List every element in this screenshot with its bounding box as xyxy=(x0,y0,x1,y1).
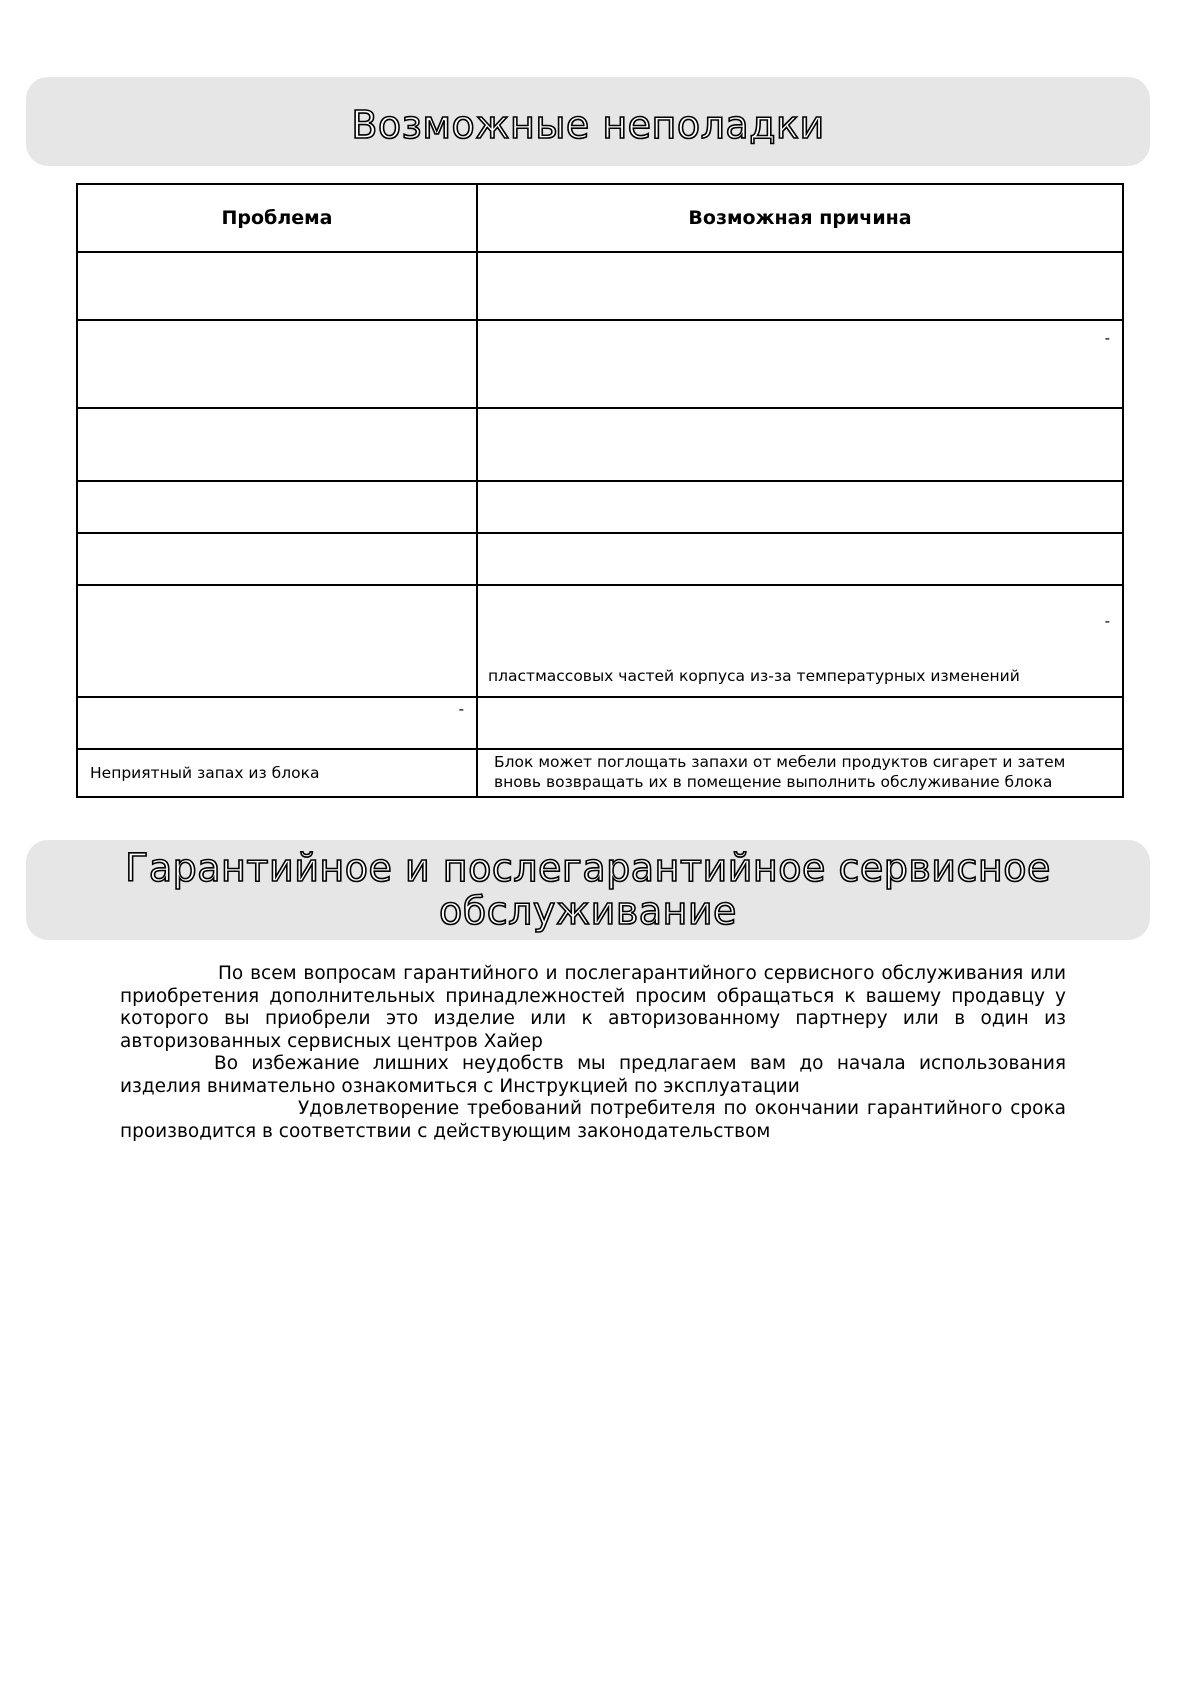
cause-cell xyxy=(477,533,1123,585)
service-title-banner xyxy=(26,840,1150,940)
problem-cell xyxy=(77,408,477,481)
header-problem: Проблема xyxy=(77,184,477,252)
troubleshooting-title: Возможные неполадки xyxy=(351,103,825,147)
cause-cell xyxy=(477,585,1123,697)
hyphen-mark: - xyxy=(458,700,464,718)
troubleshooting-title-banner xyxy=(26,77,1150,166)
problem-cell xyxy=(77,320,477,408)
service-title-line2: обслуживание xyxy=(439,889,737,933)
hyphen-mark: - xyxy=(1104,612,1110,630)
table-row xyxy=(77,697,1123,749)
cause-cell xyxy=(477,697,1123,749)
service-paragraph: Удовлетворение требований потребителя по окончании гарантийного срока производится в соответствии с действующим законодательством xyxy=(120,1098,1066,1142)
service-body xyxy=(120,963,1066,1143)
table-row xyxy=(77,320,1123,408)
cause-cell xyxy=(477,320,1123,408)
table-header-row xyxy=(77,184,1123,252)
table-row xyxy=(77,749,1123,797)
service-paragraph: Во избежание лишних неудобств мы предлагаем вам до начала использования изделия внимательно ознакомиться с Инструкцией по эксплуатации xyxy=(120,1053,1066,1097)
cause-cell xyxy=(477,252,1123,320)
problem-cell xyxy=(77,533,477,585)
header-cause: Возможная причина xyxy=(477,184,1123,252)
problem-cell xyxy=(77,585,477,697)
cause-cell xyxy=(477,481,1123,533)
hyphen-mark: - xyxy=(1104,329,1110,347)
problem-cell: Неприятный запах из блока xyxy=(77,749,477,797)
table-row xyxy=(77,408,1123,481)
service-title xyxy=(26,840,1150,933)
problem-cell xyxy=(77,481,477,533)
cause-cell: Блок может поглощать запахи от мебели продуктов сигарет и затем вновь возвращать их в помещение выполнить обслуживание блока xyxy=(477,749,1123,797)
table-row xyxy=(77,252,1123,320)
table-row xyxy=(77,533,1123,585)
service-paragraph: По всем вопросам гарантийного и послегарантийного сервисного обслуживания или приобретения дополнительных принадлежностей просим обращаться к вашему продавцу у которого вы приобрели это изделие или к авторизованному партнеру или в один из авторизованных сервисных центров Хайер xyxy=(120,963,1066,1052)
problem-cell xyxy=(77,252,477,320)
table-row xyxy=(77,481,1123,533)
cause-text: пластмассовых частей корпуса из-за температурных изменений xyxy=(488,667,1020,685)
service-title-line1: Гарантийное и послегарантийное сервисное xyxy=(125,846,1051,890)
cause-cell xyxy=(477,408,1123,481)
table-row xyxy=(77,585,1123,697)
problem-cell xyxy=(77,697,477,749)
troubleshooting-table xyxy=(76,183,1124,798)
